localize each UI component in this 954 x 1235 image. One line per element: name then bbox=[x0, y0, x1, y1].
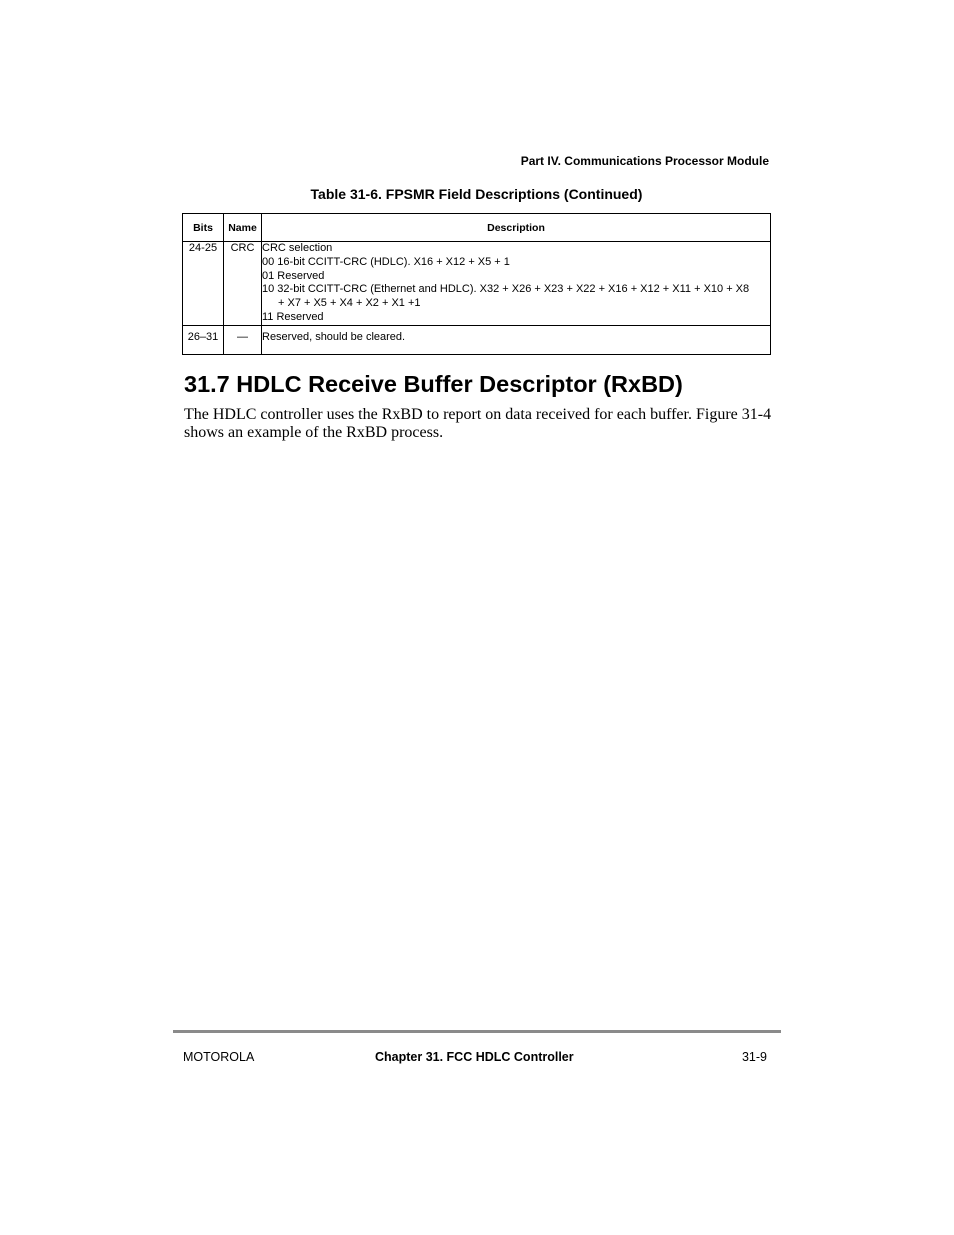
cell-name: — bbox=[224, 325, 262, 354]
footer-publisher: MOTOROLA bbox=[183, 1050, 255, 1064]
table-caption: Table 31-6. FPSMR Field Descriptions (Continued) bbox=[310, 186, 643, 202]
description-line: CRC selection bbox=[262, 242, 333, 254]
header-name: Name bbox=[224, 214, 262, 242]
header-bits: Bits bbox=[183, 214, 224, 242]
cell-description: Reserved, should be cleared. bbox=[262, 325, 771, 354]
table-row bbox=[183, 325, 771, 354]
description-line: 01 Reserved bbox=[262, 269, 325, 282]
cell-description bbox=[262, 242, 771, 326]
fpsmr-field-table bbox=[182, 213, 771, 355]
description-line: 00 16-bit CCITT-CRC (HDLC). X16 + X12 + X5 + 1 bbox=[262, 255, 510, 268]
cell-bits: 26–31 bbox=[183, 325, 224, 354]
footer-rule bbox=[173, 1030, 781, 1033]
table-row bbox=[183, 242, 771, 326]
table-header-row bbox=[183, 214, 771, 242]
header-description: Description bbox=[262, 214, 771, 242]
description-line: 10 32-bit CCITT-CRC (Ethernet and HDLC). X32 + X26 + X23 + X22 + X16 + X12 + X11 + X10 + X8 bbox=[262, 283, 750, 296]
description-line: 11 Reserved bbox=[262, 310, 324, 323]
running-header: Part IV. Communications Processor Module bbox=[520, 154, 769, 168]
cell-name: CRC bbox=[224, 242, 262, 326]
body-paragraph: The HDLC controller uses the RxBD to report on data received for each buffer. Figure 31-4 shows an example of the RxBD process. bbox=[184, 406, 772, 441]
footer-chapter-title: Chapter 31. FCC HDLC Controller bbox=[375, 1050, 574, 1064]
cell-bits: 24-25 bbox=[183, 242, 224, 326]
section-heading: 31.7 HDLC Receive Buffer Descriptor (RxBD) bbox=[184, 371, 683, 397]
footer-page-number: 31-9 bbox=[741, 1050, 767, 1064]
description-line: + X7 + X5 + X4 + X2 + X1 +1 bbox=[278, 297, 421, 310]
